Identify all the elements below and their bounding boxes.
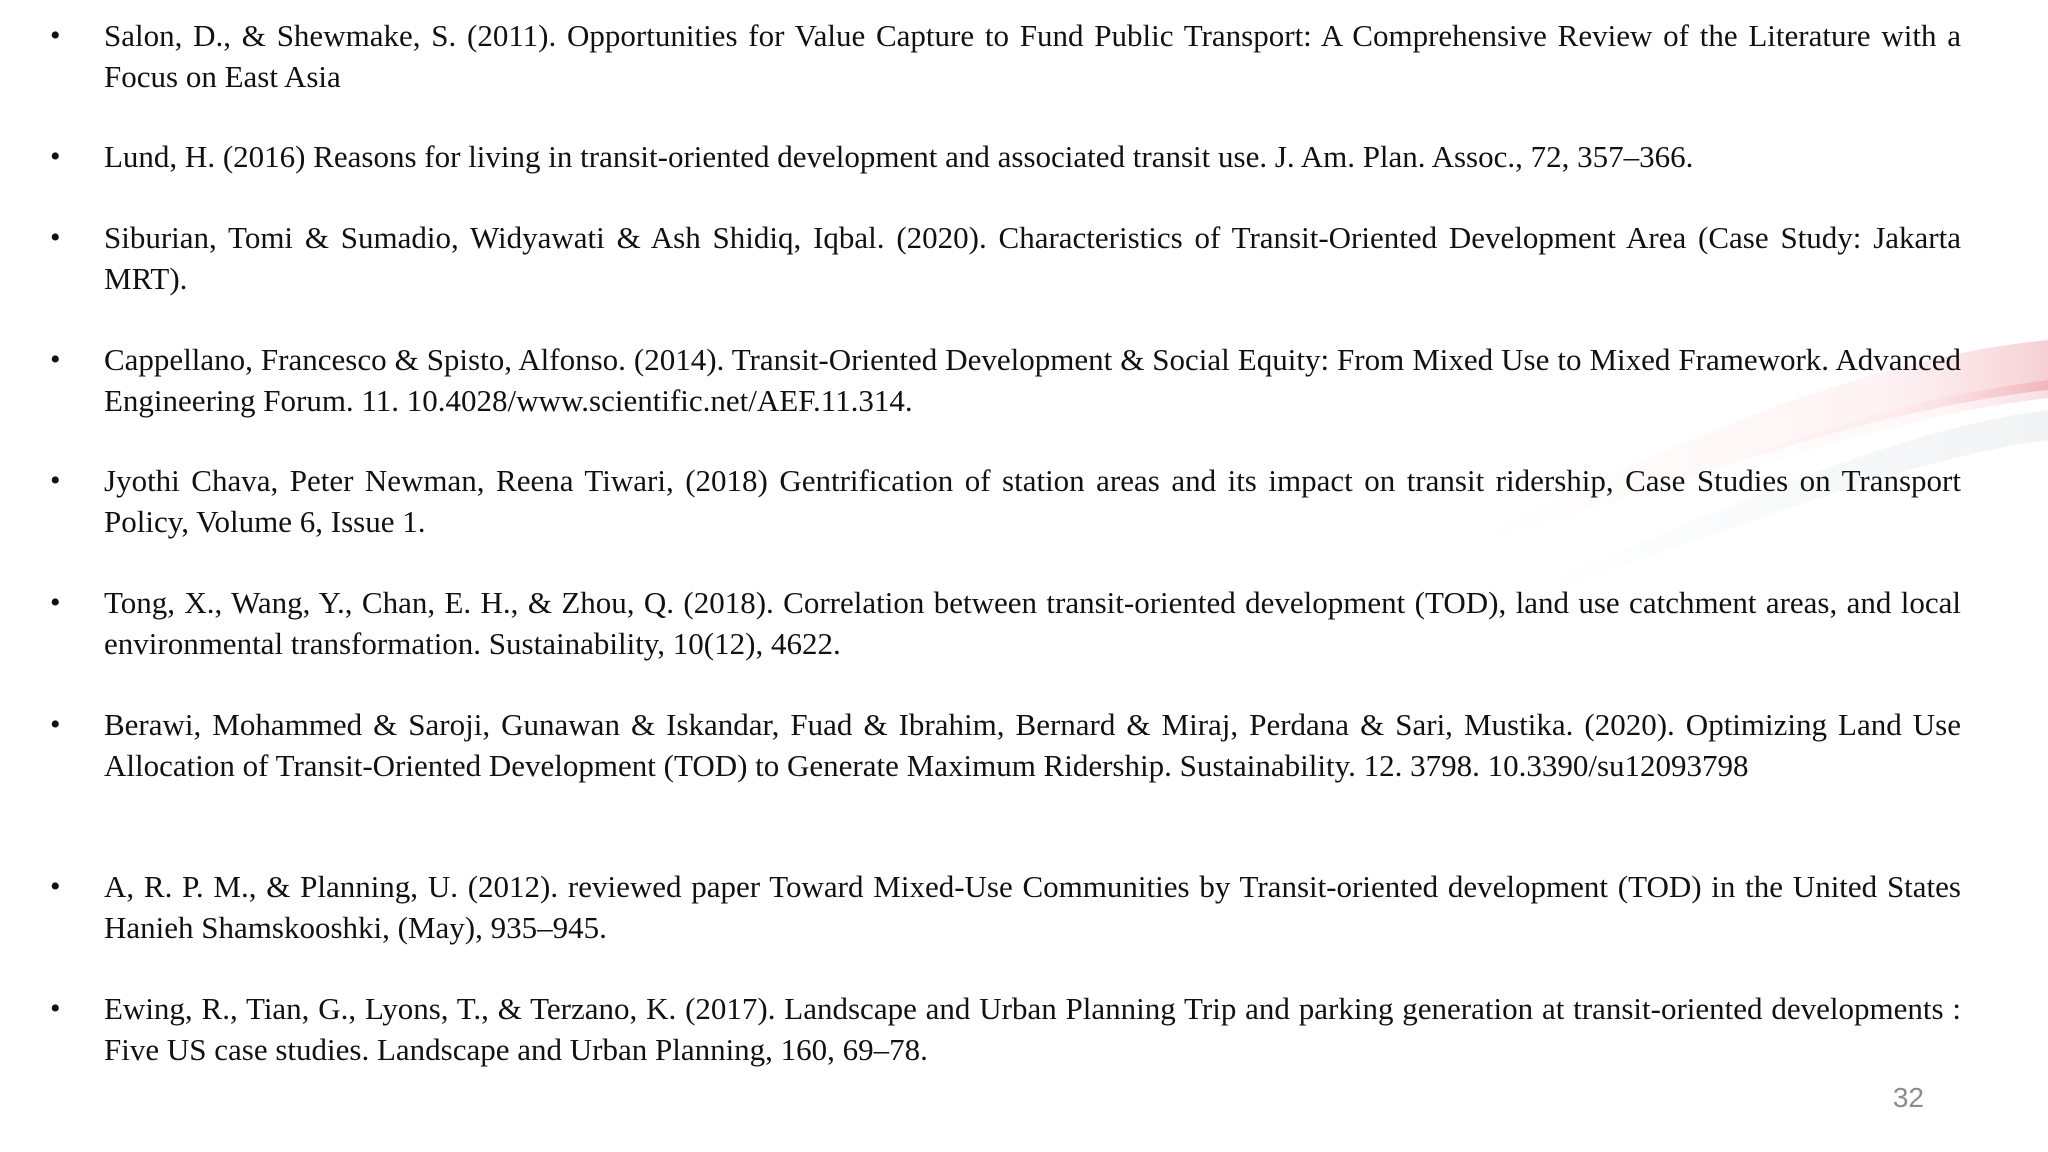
- bullet-marker: •: [50, 464, 61, 497]
- reference-text: Jyothi Chava, Peter Newman, Reena Tiwari, (2018) Gentrification of station areas and its impact on transit ridership, Case Studies on Transport Policy, Volume 6, Issue 1.: [104, 463, 1961, 539]
- reference-text: Ewing, R., Tian, G., Lyons, T., & Terzano, K. (2017). Landscape and Urban Planning Trip and parking generation at transit-oriented developments : Five US case studies. Landscape and Urban Planning, 160, 69–78.: [104, 991, 1961, 1067]
- reference-text: Tong, X., Wang, Y., Chan, E. H., & Zhou, Q. (2018). Correlation between transit-oriented development (TOD), land use catchment areas, and local environmental transformation. Sustainability, 10(12), 4622.: [104, 585, 1961, 661]
- bullet-marker: •: [50, 708, 61, 741]
- reference-text: Lund, H. (2016) Reasons for living in transit-oriented development and associated transit use. J. Am. Plan. Assoc., 72, 357–366.: [104, 139, 1694, 174]
- bullet-marker: •: [50, 586, 61, 619]
- bullet-marker: •: [50, 870, 61, 903]
- reference-text: Cappellano, Francesco & Spisto, Alfonso. (2014). Transit-Oriented Development & Social Equity: From Mixed Use to Mixed Framework. Advanced Engineering Forum. 11. 10.4028/www.scientific.net/AEF.11.314.: [104, 342, 1961, 418]
- slide-page-number: 32: [1892, 1082, 1924, 1113]
- decorative-swoosh: [1488, 280, 2048, 600]
- reference-text: Salon, D., & Shewmake, S. (2011). Opportunities for Value Capture to Fund Public Transport: A Comprehensive Review of the Literature with a Focus on East Asia: [104, 18, 1961, 94]
- reference-text: Berawi, Mohammed & Saroji, Gunawan & Iskandar, Fuad & Ibrahim, Bernard & Miraj, Perdana & Sari, Mustika. (2020). Optimizing Land Use Allocation of Transit-Oriented Development (TOD) to Generate Maximum Ridership. Sustainability. 12. 3798. 10.3390/su12093798: [104, 707, 1961, 783]
- bullet-marker: •: [50, 19, 61, 52]
- bullet-marker: •: [50, 140, 61, 173]
- reference-text: Siburian, Tomi & Sumadio, Widyawati & Ash Shidiq, Iqbal. (2020). Characteristics of Transit-Oriented Development Area (Case Study: Jakarta MRT).: [104, 220, 1961, 296]
- bullet-marker: •: [50, 992, 61, 1025]
- reference-text: A, R. P. M., & Planning, U. (2012). reviewed paper Toward Mixed-Use Communities by Transit-oriented development (TOD) in the United States Hanieh Shamskooshki, (May), 935–945.: [104, 869, 1961, 945]
- bullet-marker: •: [50, 343, 61, 376]
- bullet-marker: •: [50, 221, 61, 254]
